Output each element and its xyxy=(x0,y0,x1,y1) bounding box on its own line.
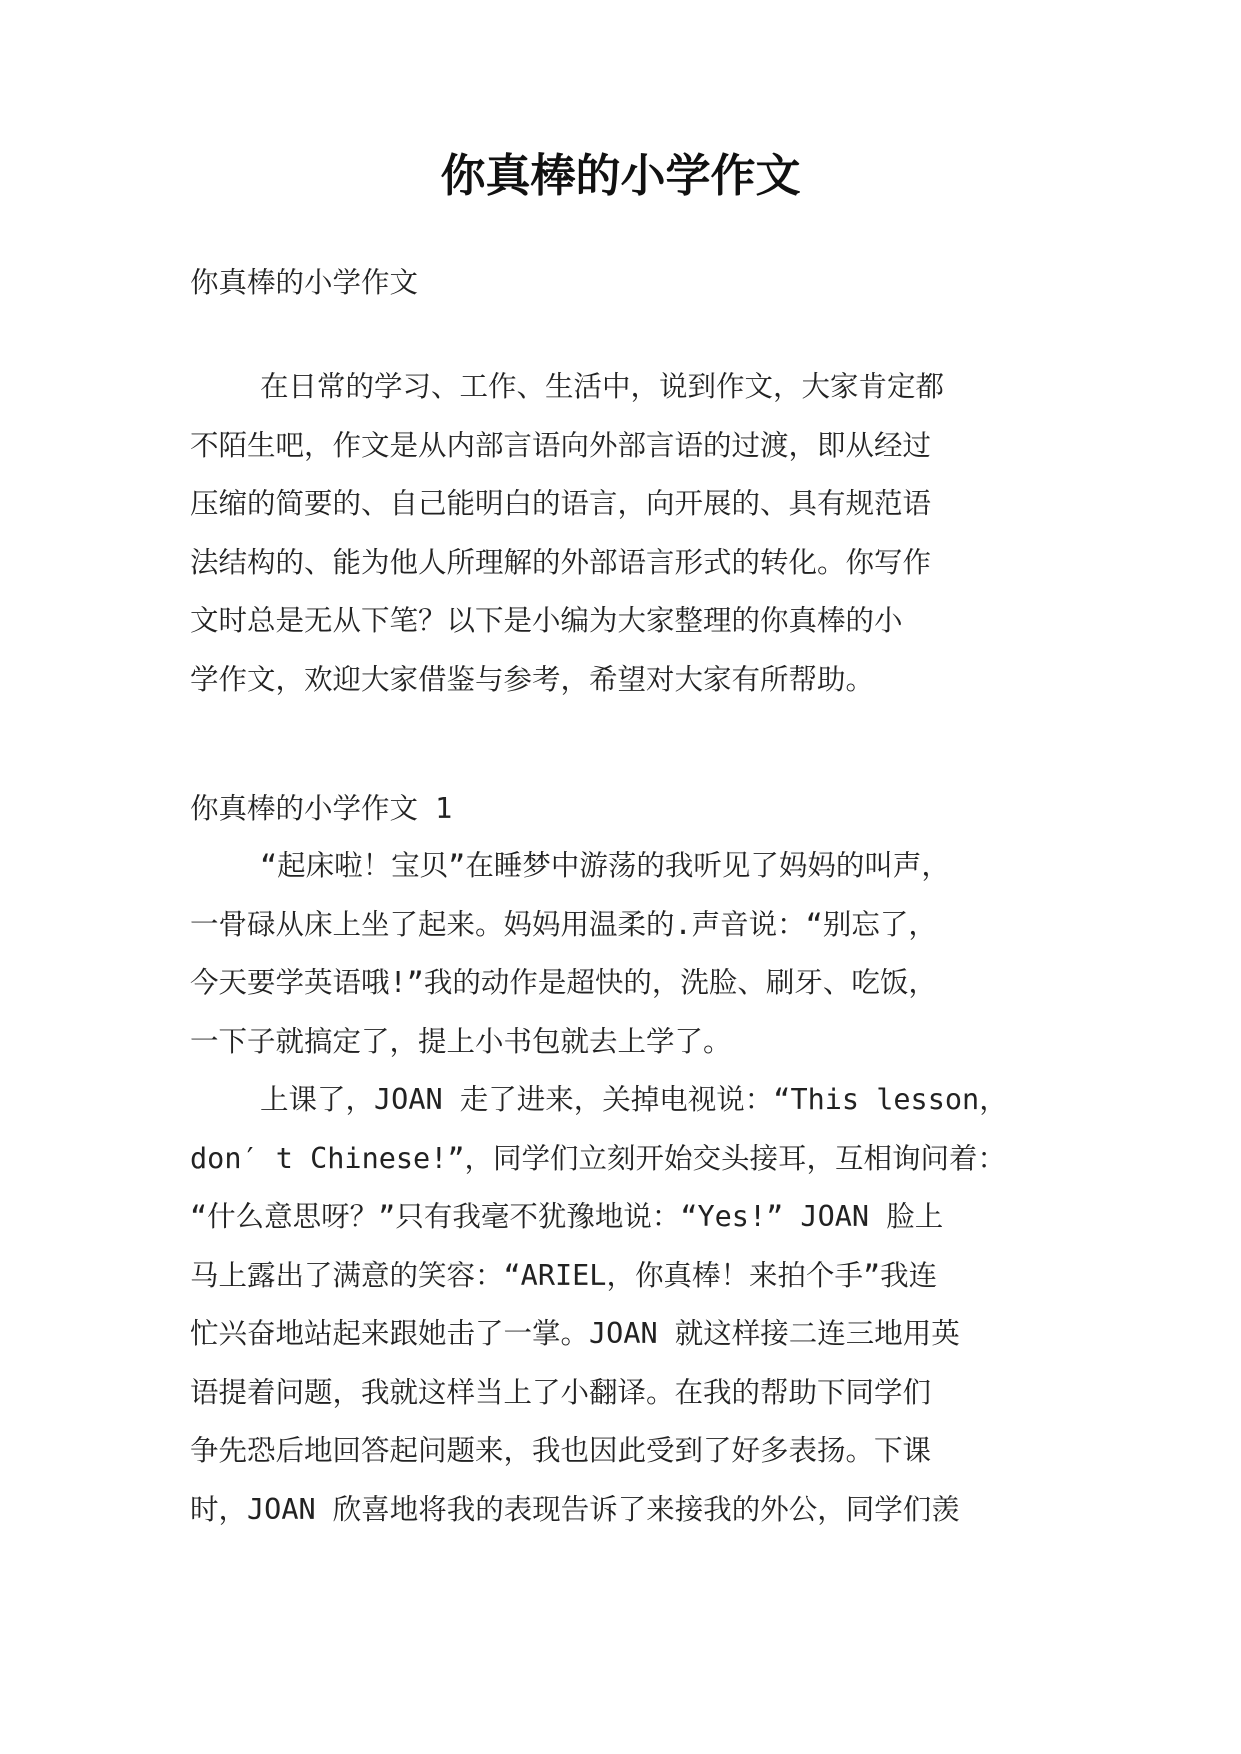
paragraph-line: 忙兴奋地站起来跟她击了一掌。JOAN 就这样接二连三地用英 xyxy=(190,1317,960,1350)
section1-paragraph-1 xyxy=(190,837,1070,1071)
paragraph-line: 时，JOAN 欣喜地将我的表现告诉了来接我的外公，同学们羡 xyxy=(190,1492,960,1526)
document-subtitle: 你真棒的小学作文 xyxy=(190,266,419,299)
intro-paragraph xyxy=(190,358,1070,709)
section-heading: 你真棒的小学作文 1 xyxy=(190,792,453,825)
intro-line: 学作文，欢迎大家借鉴与参考，希望对大家有所帮助。 xyxy=(190,662,875,696)
intro-line: 不陌生吧，作文是从内部言语向外部言语的过渡，即从经过 xyxy=(190,428,932,462)
paragraph-line: 一骨碌从床上坐了起来。妈妈用温柔的.声音说：“别忘了， xyxy=(190,907,937,941)
paragraph-line: don′ t Chinese!”，同学们立刻开始交头接耳，互相询问着： xyxy=(190,1141,1007,1175)
paragraph-line: 上课了，JOAN 走了进来，关掉电视说：“This lesson， xyxy=(260,1083,1008,1116)
paragraph-line: 马上露出了满意的笑容：“ARIEL，你真棒！来拍个手”我连 xyxy=(190,1258,938,1292)
paragraph-line: 一下子就搞定了，提上小书包就去上学了。 xyxy=(190,1024,732,1058)
paragraph-line: 今天要学英语哦!”我的动作是超快的，洗脸、刷牙、吃饭， xyxy=(190,966,937,999)
document-title: 你真棒的小学作文 xyxy=(440,149,801,202)
intro-line: 法结构的、能为他人所理解的外部语言形式的转化。你写作 xyxy=(190,545,932,579)
intro-line: 压缩的简要的、自己能明白的语言，向开展的、具有规范语 xyxy=(190,487,932,520)
paragraph-line: 语提着问题，我就这样当上了小翻译。在我的帮助下同学们 xyxy=(190,1375,932,1409)
intro-line: 文时总是无从下笔？以下是小编为大家整理的你真棒的小 xyxy=(190,604,903,637)
paragraph-line: “什么意思呀？”只有我毫不犹豫地说：“Yes!” JOAN 脸上 xyxy=(190,1200,944,1233)
paragraph-line: “起床啦！宝贝”在睡梦中游荡的我听见了妈妈的叫声， xyxy=(260,849,950,882)
paragraph-line: 争先恐后地回答起问题来，我也因此受到了好多表扬。下课 xyxy=(190,1434,932,1467)
section1-paragraph-2 xyxy=(190,1071,1070,1539)
intro-line: 在日常的学习、工作、生活中，说到作文，大家肯定都 xyxy=(260,370,945,403)
